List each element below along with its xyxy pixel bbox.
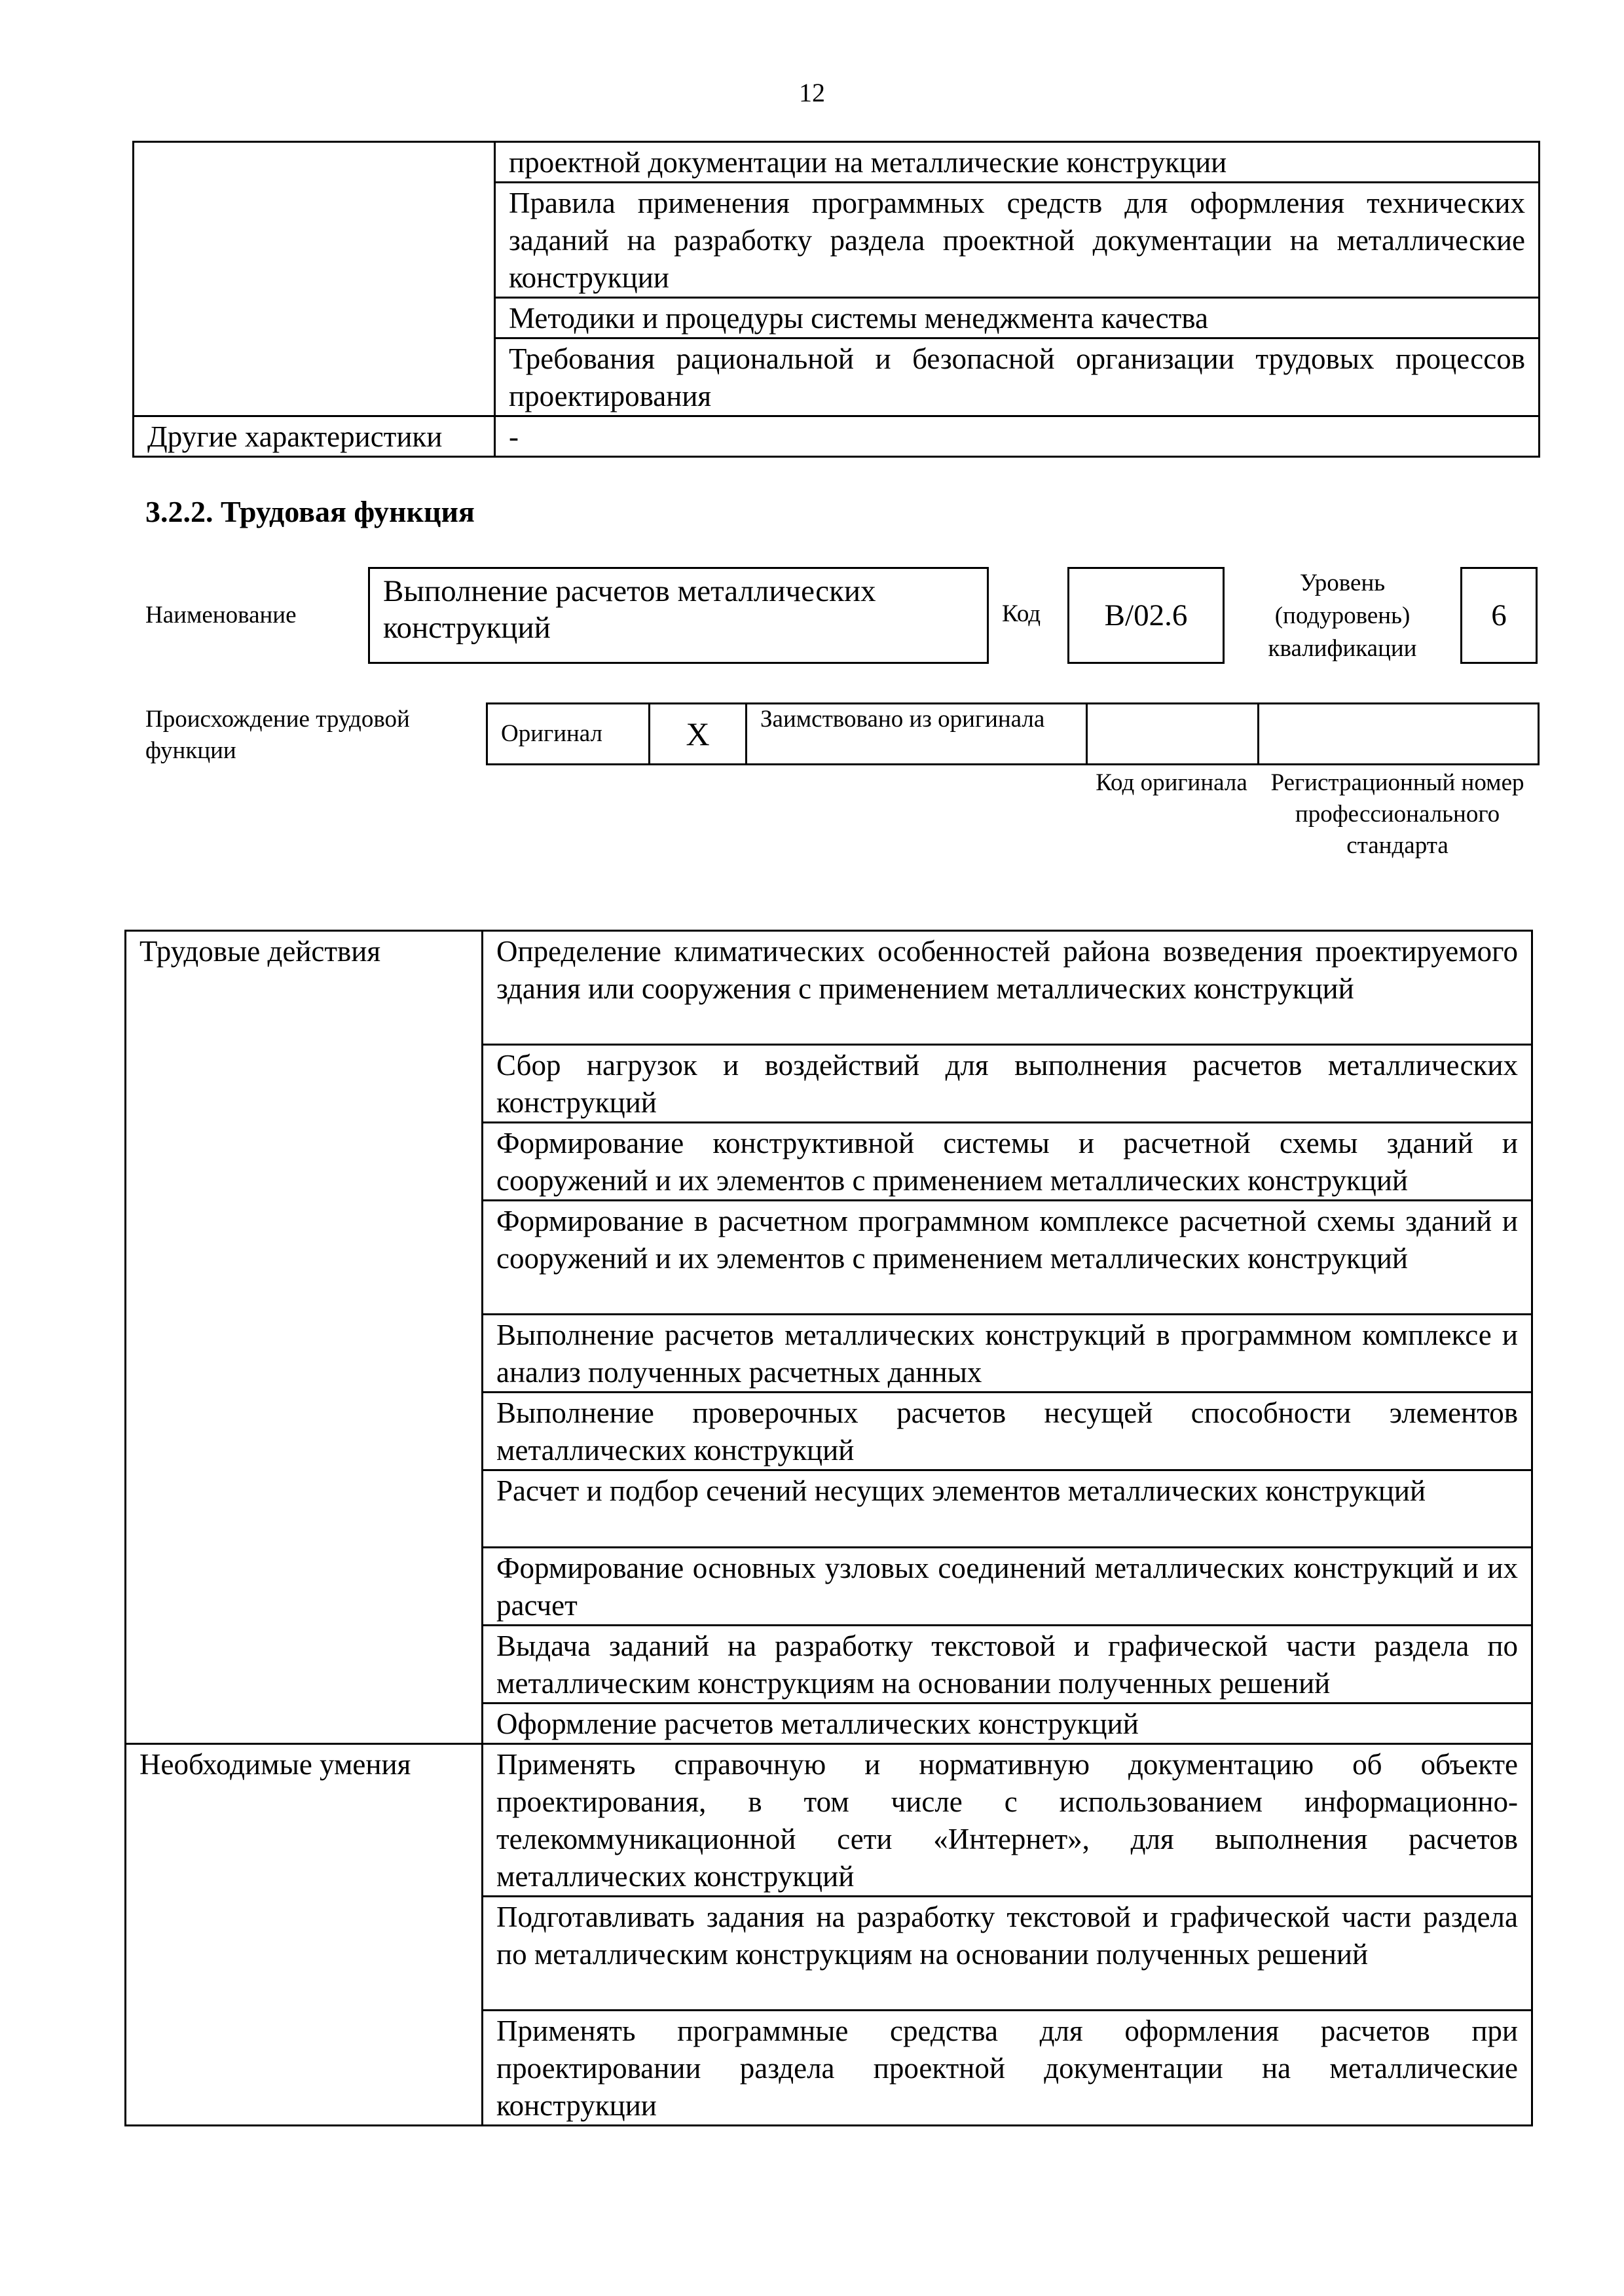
required-skill: Применять справочную и нормативную документацию об объекте проектирования, в том числе с использованием информационно-телекоммуникационной сети «Интернет», для выполнения расчетов металлических конструкций (483, 1744, 1532, 1897)
required-skills-label: Необходимые умения (126, 1744, 483, 2126)
name-value: Выполнение расчетов металлических конструкций (368, 567, 989, 664)
section-title: 3.2.2. Трудовая функция (145, 495, 475, 528)
top-table-row: Правила применения программных средств для оформления технических заданий на разработку раздела проектной документации на металлические конструкции (495, 183, 1540, 298)
required-skill: Применять программные средства для оформления расчетов при проектировании раздела проектной документации на металлические конструкции (483, 2011, 1532, 2126)
labor-action: Формирование конструктивной системы и расчетной схемы зданий и сооружений и их элементов с применением металлических конструкций (483, 1123, 1532, 1201)
origin-label: Происхождение трудовой функции (145, 706, 410, 764)
other-characteristics-value: - (495, 416, 1540, 457)
original-label: Оригинал (487, 704, 650, 765)
registration-number-caption: Регистрационный номер профессионального стандарта (1270, 769, 1524, 859)
borrowed-label: Заимствовано из оригинала (747, 704, 1087, 765)
labor-action: Выдача заданий на разработку текстовой и графической части раздела по металлическим конструкциям на основании полученных решений (483, 1626, 1532, 1704)
name-label: Наименование (145, 602, 297, 629)
main-table (124, 930, 1533, 2126)
required-skill: Подготавливать задания на разработку текстовой и графической части раздела по металлическим конструкциям на основании полученных решений (483, 1897, 1532, 2011)
labor-action: Формирование основных узловых соединений металлических конструкций и их расчет (483, 1548, 1532, 1626)
labor-action: Выполнение расчетов металлических конструкций в программном комплексе и анализ полученных расчетных данных (483, 1315, 1532, 1393)
level-label: Уровень (подуровень) квалификации (1268, 570, 1417, 662)
code-label: Код (1002, 600, 1041, 627)
top-table-row: Требования рациональной и безопасной организации трудовых процессов проектирования (495, 338, 1540, 416)
page-number: 12 (799, 78, 825, 107)
registration-number-cell (1259, 704, 1539, 765)
original-code-caption: Код оригинала (1096, 769, 1247, 796)
top-table-row: Методики и процедуры системы менеджмента качества (495, 298, 1540, 338)
level-value: 6 (1460, 567, 1538, 664)
labor-action: Формирование в расчетном программном комплексе расчетной схемы зданий и сооружений и их элементов с применением металлических конструкций (483, 1201, 1532, 1315)
labor-action: Выполнение проверочных расчетов несущей способности элементов металлических конструкций (483, 1393, 1532, 1470)
original-code-cell (1087, 704, 1259, 765)
top-table (132, 141, 1540, 458)
labor-action: Сбор нагрузок и воздействий для выполнения расчетов металлических конструкций (483, 1045, 1532, 1123)
code-value: B/02.6 (1067, 567, 1225, 664)
top-table-row: проектной документации на металлические конструкции (495, 142, 1540, 183)
labor-action: Расчет и подбор сечений несущих элементов металлических конструкций (483, 1470, 1532, 1548)
original-mark: X (650, 704, 747, 765)
labor-action: Определение климатических особенностей района возведения проектируемого здания или сооружения с применением металлических конструкций (483, 931, 1532, 1045)
labor-actions-label: Трудовые действия (126, 931, 483, 1744)
labor-action: Оформление расчетов металлических конструкций (483, 1704, 1532, 1744)
top-table-empty-cell (134, 142, 495, 416)
origin-table (486, 702, 1540, 765)
other-characteristics-label: Другие характеристики (134, 416, 495, 457)
